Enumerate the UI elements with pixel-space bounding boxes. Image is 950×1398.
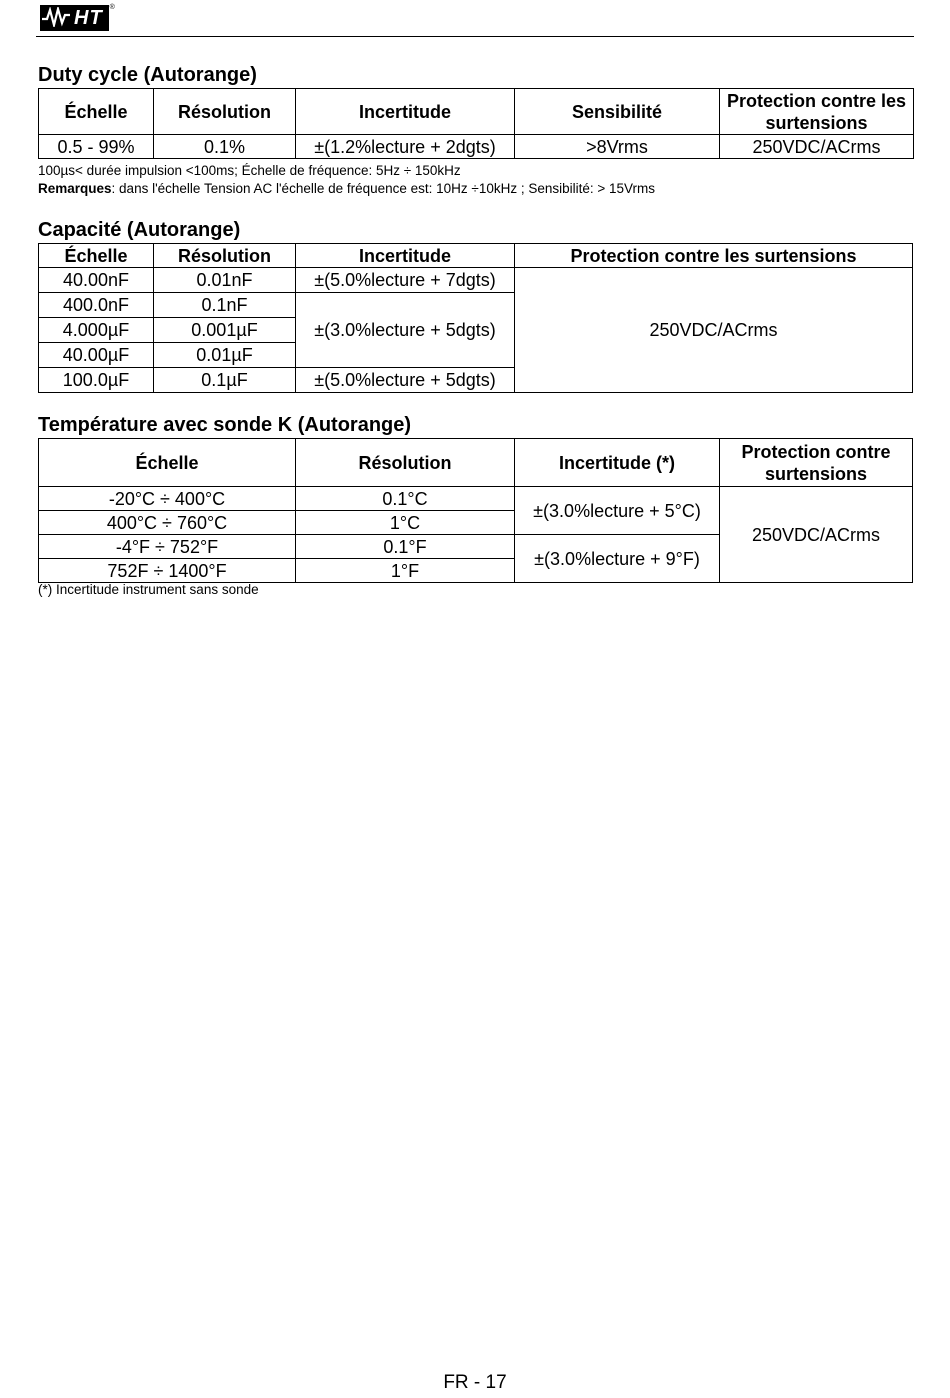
duty-cycle-title: Duty cycle (Autorange) xyxy=(38,64,257,86)
header-protection: Protection contre les surtensions xyxy=(720,89,914,135)
cell-incertitude: ±(3.0%lecture + 5°C) xyxy=(515,487,720,535)
cell-incertitude: ±(3.0%lecture + 5dgts) xyxy=(296,293,515,368)
table-row xyxy=(39,487,913,511)
cell-resolution: 0.001µF xyxy=(154,318,296,343)
logo-wave-icon xyxy=(42,7,72,27)
header-sensibilite: Sensibilité xyxy=(515,89,720,135)
table-row xyxy=(39,268,913,293)
ht-logo xyxy=(40,4,115,32)
temperature-title: Température avec sonde K (Autorange) xyxy=(38,414,412,436)
capacite-table xyxy=(38,243,913,393)
header-resolution: Résolution xyxy=(154,244,296,268)
table-header-row xyxy=(39,89,914,135)
cell-echelle: -20°C ÷ 400°C xyxy=(39,487,296,511)
cell-sensibilite: >8Vrms xyxy=(515,135,720,159)
header-resolution: Résolution xyxy=(154,89,296,135)
page-number: FR - 17 xyxy=(443,1372,507,1393)
header-protection: Protection contre surtensions xyxy=(720,439,913,487)
cell-resolution: 1°F xyxy=(296,559,515,583)
cell-protection: 250VDC/ACrms xyxy=(515,268,913,393)
header-protection: Protection contre les surtensions xyxy=(515,244,913,268)
cell-echelle: -4°F ÷ 752°F xyxy=(39,535,296,559)
cell-echelle: 400°C ÷ 760°C xyxy=(39,511,296,535)
cell-resolution: 0.1°C xyxy=(296,487,515,511)
header-echelle: Échelle xyxy=(39,244,154,268)
note-label: Remarques xyxy=(38,181,112,196)
header-echelle: Échelle xyxy=(39,89,154,135)
duty-cycle-table xyxy=(38,88,914,159)
cell-echelle: 100.0µF xyxy=(39,368,154,393)
cell-resolution: 0.1nF xyxy=(154,293,296,318)
table-row xyxy=(39,135,914,159)
logo-box xyxy=(40,5,109,31)
cell-resolution: 1°C xyxy=(296,511,515,535)
logo-registered-mark: ® xyxy=(109,4,115,11)
table-header-row xyxy=(39,439,913,487)
cell-protection: 250VDC/ACrms xyxy=(720,487,913,583)
cell-echelle: 4.000µF xyxy=(39,318,154,343)
temperature-note: (*) Incertitude instrument sans sonde xyxy=(38,582,259,597)
table-header-row xyxy=(39,244,913,268)
header-incertitude: Incertitude xyxy=(296,89,515,135)
header-resolution: Résolution xyxy=(296,439,515,487)
cell-echelle: 752F ÷ 1400°F xyxy=(39,559,296,583)
header-incertitude: Incertitude (*) xyxy=(515,439,720,487)
capacite-title: Capacité (Autorange) xyxy=(38,219,241,241)
cell-incertitude: ±(1.2%lecture + 2dgts) xyxy=(296,135,515,159)
cell-resolution: 0.1µF xyxy=(154,368,296,393)
cell-echelle: 400.0nF xyxy=(39,293,154,318)
header-incertitude: Incertitude xyxy=(296,244,515,268)
logo-text: HT xyxy=(74,7,103,29)
cell-incertitude: ±(3.0%lecture + 9°F) xyxy=(515,535,720,583)
cell-resolution: 0.01µF xyxy=(154,343,296,368)
cell-resolution: 0.1°F xyxy=(296,535,515,559)
duty-note-2 xyxy=(38,181,655,196)
note-text: : dans l'échelle Tension AC l'échelle de fréquence est: 10Hz ÷10kHz ; Sensibilité: > 15Vrms xyxy=(111,181,656,196)
cell-incertitude: ±(5.0%lecture + 5dgts) xyxy=(296,368,515,393)
cell-echelle: 0.5 - 99% xyxy=(39,135,154,159)
duty-note-1: 100µs< durée impulsion <100ms; Échelle de fréquence: 5Hz ÷ 150kHz xyxy=(38,163,461,178)
cell-resolution: 0.1% xyxy=(154,135,296,159)
cell-echelle: 40.00µF xyxy=(39,343,154,368)
cell-echelle: 40.00nF xyxy=(39,268,154,293)
temperature-table xyxy=(38,438,913,583)
page-header xyxy=(36,0,914,37)
cell-protection: 250VDC/ACrms xyxy=(720,135,914,159)
cell-incertitude: ±(5.0%lecture + 7dgts) xyxy=(296,268,515,293)
header-echelle: Échelle xyxy=(39,439,296,487)
cell-resolution: 0.01nF xyxy=(154,268,296,293)
